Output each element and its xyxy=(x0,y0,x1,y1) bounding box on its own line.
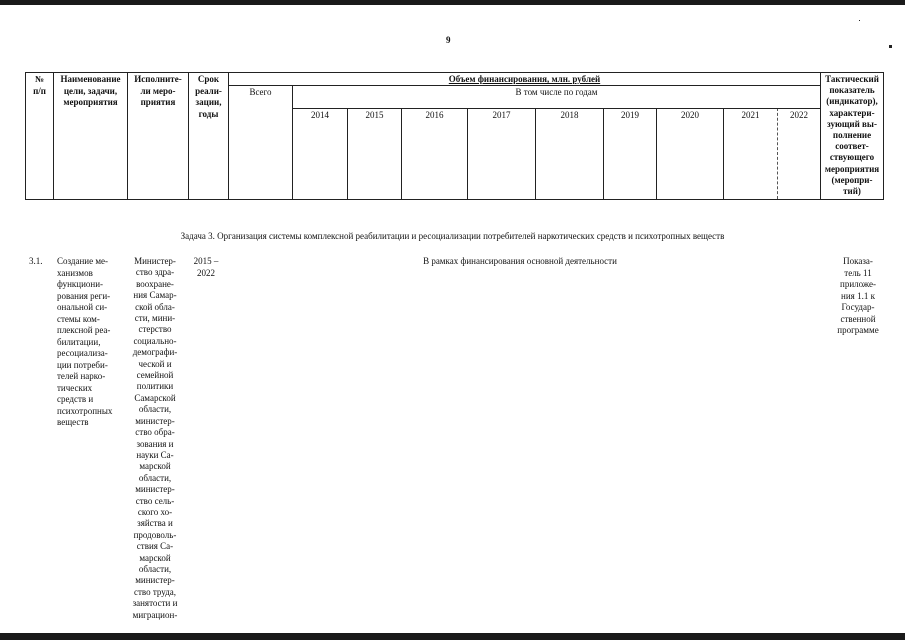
scan-speck xyxy=(889,45,892,48)
col-number-header xyxy=(26,74,53,97)
col-indicator-header xyxy=(821,74,883,197)
text-line: миграцион- xyxy=(132,609,178,620)
row-funding-note: В рамках финансирования основной деятельности xyxy=(423,256,617,266)
header-line: зации, xyxy=(195,97,222,107)
text-line: ственной xyxy=(840,313,876,324)
table-header xyxy=(25,72,884,200)
text-line: приложе- xyxy=(840,279,876,289)
header-line: цели, задачи, xyxy=(63,85,118,96)
text-line: марской xyxy=(139,552,171,563)
header-line: показатель xyxy=(829,85,875,96)
year-header: 2019 xyxy=(621,110,639,120)
text-line: ство труда, xyxy=(133,586,177,597)
total-header: Всего xyxy=(249,87,272,97)
year-header: 2018 xyxy=(560,110,579,120)
text-line: зования и xyxy=(136,438,174,449)
text-line: семейной xyxy=(136,370,174,381)
text-line: области, xyxy=(138,404,172,415)
header-line: Исполните- xyxy=(134,74,182,84)
text-line: министер- xyxy=(135,484,175,495)
year-header: 2015 xyxy=(365,110,384,120)
text-line: сти, мини- xyxy=(134,313,176,324)
text-line: ния 1.1 к xyxy=(841,290,875,301)
col-executor-header xyxy=(128,74,188,109)
text-line: ство сель- xyxy=(135,495,175,506)
text-line: Министер- xyxy=(134,256,176,266)
text-line: ресоциализа- xyxy=(57,348,108,358)
row-name xyxy=(57,256,132,429)
scan-speck xyxy=(859,20,860,21)
text-line: ния Самар- xyxy=(133,290,177,301)
text-line: 2022 xyxy=(197,267,215,278)
header-line: (индикатор), xyxy=(826,96,878,107)
text-line: ханизмов xyxy=(57,267,93,278)
text-line: плексной реа- xyxy=(57,325,111,335)
header-line: мероприятия xyxy=(824,163,880,174)
by-years-header: В том числе по годам xyxy=(515,87,598,97)
text-line: зяйства и xyxy=(137,518,173,529)
text-line: ского хо- xyxy=(137,506,173,517)
year-header: 2021 xyxy=(741,110,760,120)
header-line: п/п xyxy=(33,85,46,96)
text-line: психотропных xyxy=(57,405,113,416)
text-line: Создание ме- xyxy=(57,256,109,266)
text-line: тель 11 xyxy=(844,267,872,278)
text-line: министер- xyxy=(135,415,175,426)
year-header: 2022 xyxy=(790,110,808,120)
text-line: области, xyxy=(138,563,172,574)
col-name-header xyxy=(54,74,127,109)
text-line: ской обла- xyxy=(135,301,175,312)
text-line: области, xyxy=(138,472,172,483)
text-line: тических xyxy=(57,382,93,393)
text-line: веществ xyxy=(57,417,89,427)
text-line: ческой и xyxy=(138,358,172,369)
year-header: 2016 xyxy=(425,110,444,120)
text-line: Показа- xyxy=(843,256,873,266)
header-line: полнение xyxy=(832,130,872,141)
funding-header: Объем финансирования, млн. рублей xyxy=(448,74,601,84)
scan-top-edge xyxy=(0,0,905,5)
text-line: билитации, xyxy=(57,336,101,347)
header-line: зующий вы- xyxy=(827,118,877,129)
header-line: мероприятия xyxy=(63,97,118,107)
header-line: Наименование xyxy=(60,74,121,84)
header-line: Тактический xyxy=(825,74,879,84)
year-header: 2014 xyxy=(311,110,329,120)
header-line: (меропри- xyxy=(831,174,873,185)
header-line: реали- xyxy=(195,85,222,96)
text-line: занятости и xyxy=(132,598,178,609)
text-line: ции потреби- xyxy=(57,359,108,370)
text-line: науки Са- xyxy=(136,449,174,460)
text-line: ство здра- xyxy=(135,267,175,278)
text-line: программе xyxy=(837,325,879,335)
text-line: Государ- xyxy=(841,302,875,312)
header-line: № xyxy=(34,74,45,84)
text-line: социально- xyxy=(133,335,177,346)
text-line: продоволь- xyxy=(133,529,177,540)
text-line: марской xyxy=(139,461,171,472)
year-header: 2020 xyxy=(681,110,699,120)
text-line: телей нарко- xyxy=(57,371,106,381)
text-line: ствия Са- xyxy=(136,541,174,552)
text-line: средств и xyxy=(57,394,94,404)
scan-bottom-edge xyxy=(0,633,905,640)
header-line: приятия xyxy=(140,97,176,107)
row-term xyxy=(188,256,224,279)
text-line: 2015 – xyxy=(193,256,219,266)
header-line: характери- xyxy=(829,107,875,118)
text-line: стемы ком- xyxy=(57,313,100,324)
text-line: рования реги- xyxy=(57,290,111,301)
task-title: Задача 3. Организация системы комплексной реабилитации и ресоциализации потребителей наркотических средств и психотропных веществ xyxy=(180,231,725,241)
row-indicator xyxy=(820,256,896,337)
text-line: воохране- xyxy=(136,278,174,289)
text-line: Самарской xyxy=(134,392,176,403)
text-line: функциони- xyxy=(57,279,104,289)
text-line: стерство xyxy=(138,324,172,335)
text-line: политики xyxy=(136,381,174,392)
header-line: соответ- xyxy=(835,141,869,152)
row-number: 3.1. xyxy=(29,256,43,266)
header-line: тий) xyxy=(843,186,861,197)
text-line: министер- xyxy=(135,575,175,586)
year-header: 2017 xyxy=(492,110,511,120)
header-line: ли меро- xyxy=(140,85,176,96)
page-number: 9 xyxy=(446,35,451,45)
text-line: ство обра- xyxy=(135,427,175,438)
header-line: Срок xyxy=(197,74,220,84)
text-line: демографи- xyxy=(132,347,178,358)
col-term-header xyxy=(189,74,228,120)
text-line: ональной си- xyxy=(57,302,108,312)
header-line: ствующего xyxy=(829,152,875,163)
row-executors xyxy=(124,256,186,621)
header-line: годы xyxy=(198,108,219,119)
